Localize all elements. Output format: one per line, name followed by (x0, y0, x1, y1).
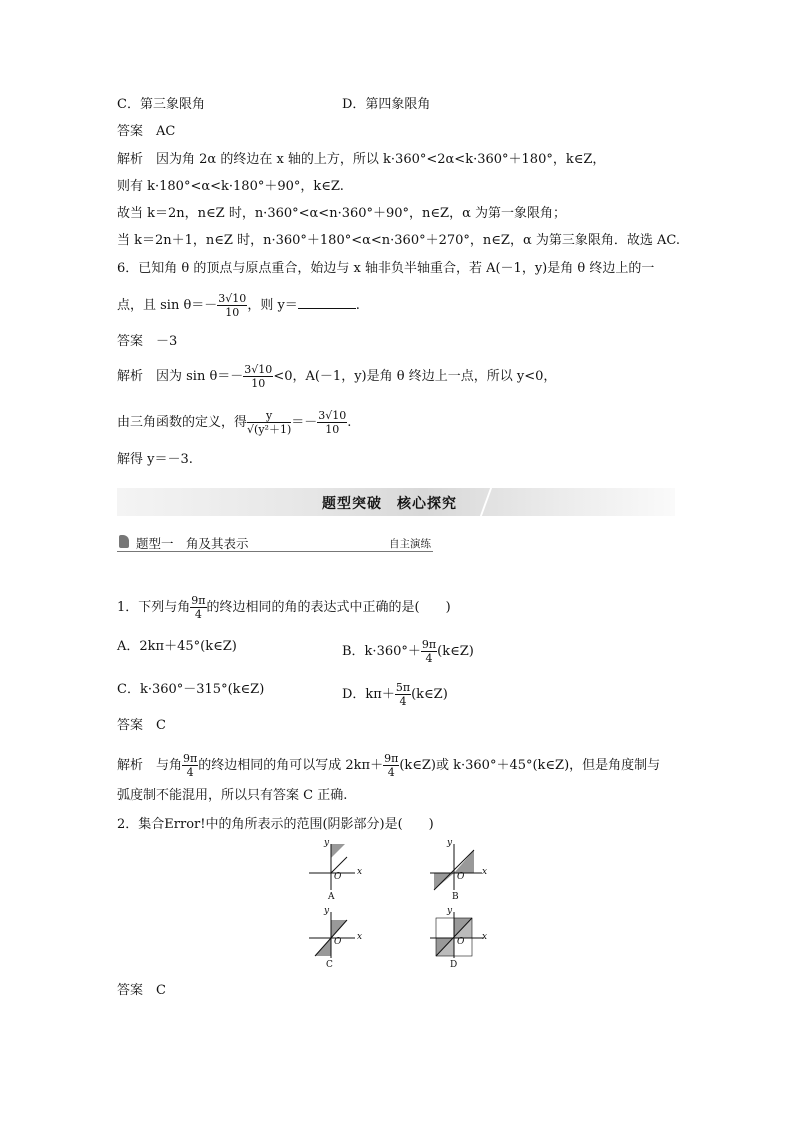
diagram-c: y x O C (303, 906, 363, 972)
option-d: D．第四象限角 (342, 97, 431, 112)
explanation-line: 解析 因为角 2α 的终边在 x 轴的上方，所以 k·360°<2α<k·360°＋180°，k∈Z， (117, 152, 606, 167)
explanation-line: 故当 k＝2n，n∈Z 时，n·360°<α<n·360°＋90°，n∈Z，α 为第一象限角； (117, 206, 566, 221)
answer-blank (298, 296, 356, 309)
question-6-stem-2: 点，且 sin θ＝－ $\frac{3√10}{10}$ ，则 y＝ . (117, 292, 360, 319)
explanation-line: 当 k＝2n＋1，n∈Z 时，n·360°＋180°<α<n·360°＋270°，n∈Z，α 为第三象限角．故选 AC. (117, 233, 680, 248)
section-banner (117, 488, 675, 516)
section-banner-title: 题型突破 核心探究 (322, 496, 457, 512)
subsection-tag: 自主演练 (389, 538, 431, 550)
diagram-d: y x O D (426, 906, 488, 972)
diagram-caption: D (450, 960, 458, 970)
diagram-b: y x O B (426, 840, 488, 904)
explanation-line: 解析 因为 sin θ＝－ $\frac{3√10}{10}$ <0，A(－1，y)是角 θ 终边上一点，所以 y<0， (117, 363, 557, 390)
explanation-line: 解析 与角 $\frac{9\pi}{4}$ 的终边相同的角可以写成 2kπ＋ $\frac{9\pi}{4}$ (k∈Z)或 k·360°＋45°(k∈Z)，但是角度制与 (117, 752, 661, 779)
answer-line: 答案 C (117, 718, 166, 733)
explanation-line: 由三角函数的定义，得 $\frac{y}{\text{√(y²＋1)}}$ ＝－ $\frac{3√10}{10}$ . (117, 409, 352, 436)
fraction: $\frac{5\pi}{4}$ (395, 681, 411, 708)
bookmark-icon (119, 535, 129, 548)
subsection-header (117, 533, 433, 552)
option-d: D．kπ＋ $\frac{5\pi}{4}$ (k∈Z) (342, 681, 448, 708)
option-c: C．k·360°－315°(k∈Z) (117, 682, 265, 697)
explanation-line: 则有 k·180°<α<k·180°＋90°，k∈Z. (117, 179, 344, 194)
fraction: $\frac{9\pi}{4}$ (191, 594, 206, 621)
question-6-stem: 6．已知角 θ 的顶点与原点重合，始边与 x 轴非负半轴重合，若 A(－1，y)是角 θ 终边上的一 (117, 261, 655, 276)
fraction: $\frac{3√10}{10}$ (244, 363, 273, 390)
answer-line: 答案 －3 (117, 334, 178, 349)
option-b: B．k·360°＋ $\frac{9\pi}{4}$ (k∈Z) (342, 638, 474, 665)
option-a: A．2kπ＋45°(k∈Z) (117, 639, 237, 654)
option-c: C．第三象限角 (117, 97, 205, 112)
question-1-stem: 1．下列与角 $\frac{9\pi}{4}$ 的终边相同的角的表达式中正确的是( ) (117, 594, 451, 621)
subsection-title: 题型一 角及其表示 (136, 536, 249, 551)
fraction: $\frac{9\pi}{4}$ (421, 638, 437, 665)
answer-line: 答案 AC (117, 124, 176, 139)
question-2-stem: 2．集合Error!中的角所表示的范围(阴影部分)是( ) (117, 817, 434, 832)
diagram-a: y x O A (324, 838, 363, 902)
diagram-caption: B (452, 892, 459, 902)
diagram-caption: C (326, 960, 333, 970)
fraction: $\frac{9\pi}{4}$ (384, 752, 399, 779)
fraction: $\frac{9\pi}{4}$ (183, 752, 198, 779)
explanation-line: 弧度制不能混用，所以只有答案 C 正确. (117, 788, 348, 803)
fraction: $\frac{3√10}{10}$ (218, 292, 247, 319)
fraction: $\frac{y}{\text{√(y²＋1)}}$ (247, 409, 292, 436)
diagram-caption: A (328, 892, 335, 902)
answer-line: 答案 C (117, 983, 166, 998)
fraction: $\frac{3√10}{10}$ (318, 409, 347, 436)
explanation-line: 解得 y＝－3. (117, 452, 193, 467)
